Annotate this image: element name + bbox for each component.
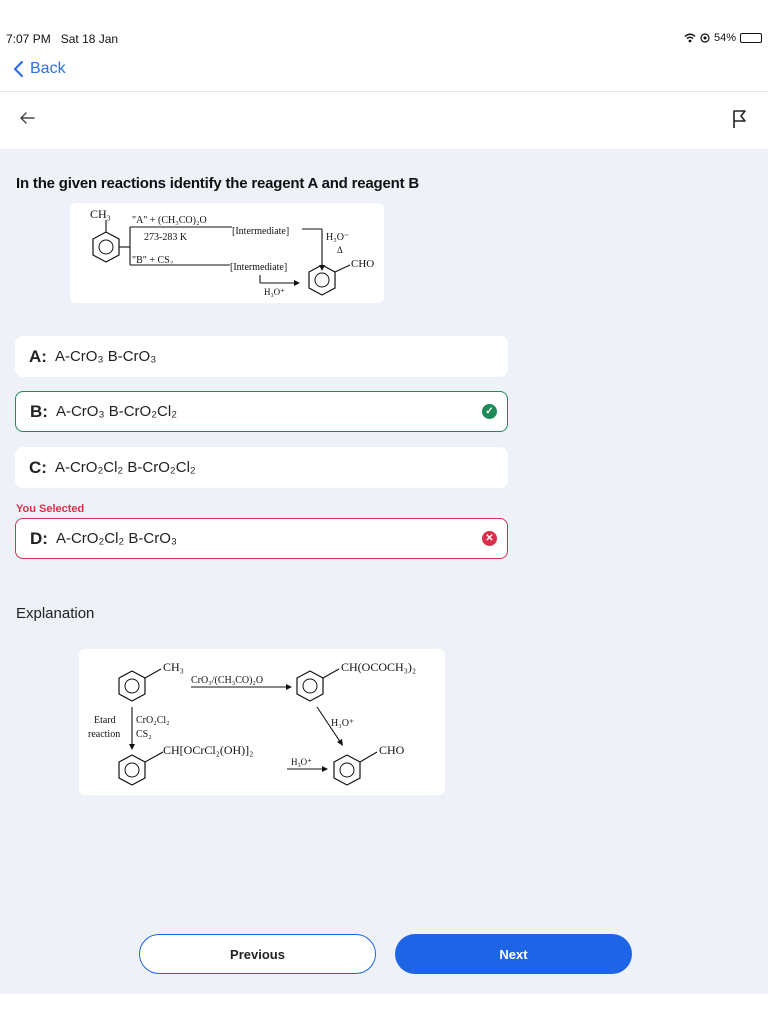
explanation-reaction-figure (79, 649, 445, 795)
chevron-left-icon (12, 60, 24, 78)
option-text: A-CrO₂Cl₂ B-CrO₂Cl₂ (54, 459, 196, 476)
e-cs2: CS₂ (136, 729, 152, 740)
flag-icon[interactable] (732, 109, 748, 134)
option-c[interactable] (15, 447, 508, 488)
q-temp: 273-283 K (144, 232, 188, 243)
option-text: A-CrO₃ B-CrO₃ (54, 348, 157, 365)
back-button[interactable] (12, 60, 66, 78)
question-text: In the given reactions identify the reagent A and reagent B (16, 175, 419, 192)
close-circle-icon: ✕ (482, 531, 497, 546)
q-h3o-minus: H₃O⁻ (326, 232, 350, 243)
e-reagent-top: CrO₃/(CH₃CO)₂O (191, 675, 264, 686)
you-selected-label: You Selected (16, 503, 85, 515)
q-intermediate-2: [Intermediate] (230, 262, 288, 273)
explanation-title: Explanation (16, 605, 95, 622)
arrow-left-icon[interactable] (18, 107, 36, 133)
previous-button[interactable]: Previous (139, 934, 376, 974)
status-time: 7:07 PM Sat 18 Jan (6, 32, 119, 46)
e-cho: CHO (379, 743, 405, 757)
bottom-strip (0, 994, 768, 1024)
q-delta: Δ (337, 245, 343, 255)
option-a[interactable] (15, 336, 508, 377)
q-reagent-a: "A" + (CH₃CO)₂O (132, 215, 207, 226)
e-h3o-plus-bottom: H₃O⁺ (291, 757, 312, 767)
q-cho: CHO (351, 258, 375, 270)
question-toolbar (0, 93, 768, 149)
question-area (0, 149, 768, 994)
option-letter: B: (30, 401, 48, 421)
wifi-icon (684, 33, 696, 43)
back-row (0, 56, 768, 92)
battery-icon (740, 33, 762, 43)
option-text: A-CrO₃ B-CrO₂Cl₂ (55, 403, 178, 420)
option-b[interactable] (15, 391, 508, 432)
q-ch3: CH₃ (90, 207, 111, 221)
q-h3o-plus: H₃O⁺ (264, 287, 285, 297)
status-bar (0, 0, 768, 56)
option-letter: A: (29, 346, 47, 366)
next-button[interactable]: Next (395, 934, 632, 974)
battery-percent: 54% (713, 32, 736, 44)
location-lock-icon (700, 33, 710, 43)
e-product-top: CH(OCOCH₃)₂ (341, 660, 417, 674)
option-text: A-CrO₂Cl₂ B-CrO₃ (55, 530, 178, 547)
question-reaction-figure (70, 203, 384, 303)
e-complex: CH[OCrCl₂(OH)]₂ (163, 743, 254, 757)
check-circle-icon: ✓ (482, 404, 497, 419)
q-intermediate-1: [Intermediate] (232, 226, 290, 237)
e-etard: Etard (94, 715, 116, 726)
e-ch3: CH₃ (163, 660, 184, 674)
option-letter: C: (29, 457, 47, 477)
q-reagent-b: "B" + CS₂ (132, 255, 174, 266)
e-reaction: reaction (88, 729, 121, 740)
option-letter: D: (30, 528, 48, 548)
option-d[interactable] (15, 518, 508, 559)
status-indicators (684, 32, 762, 44)
e-h3o-plus-right: H₃O⁺ (331, 718, 355, 729)
e-cro2cl2: CrO₂Cl₂ (136, 715, 170, 726)
back-label: Back (30, 60, 66, 77)
